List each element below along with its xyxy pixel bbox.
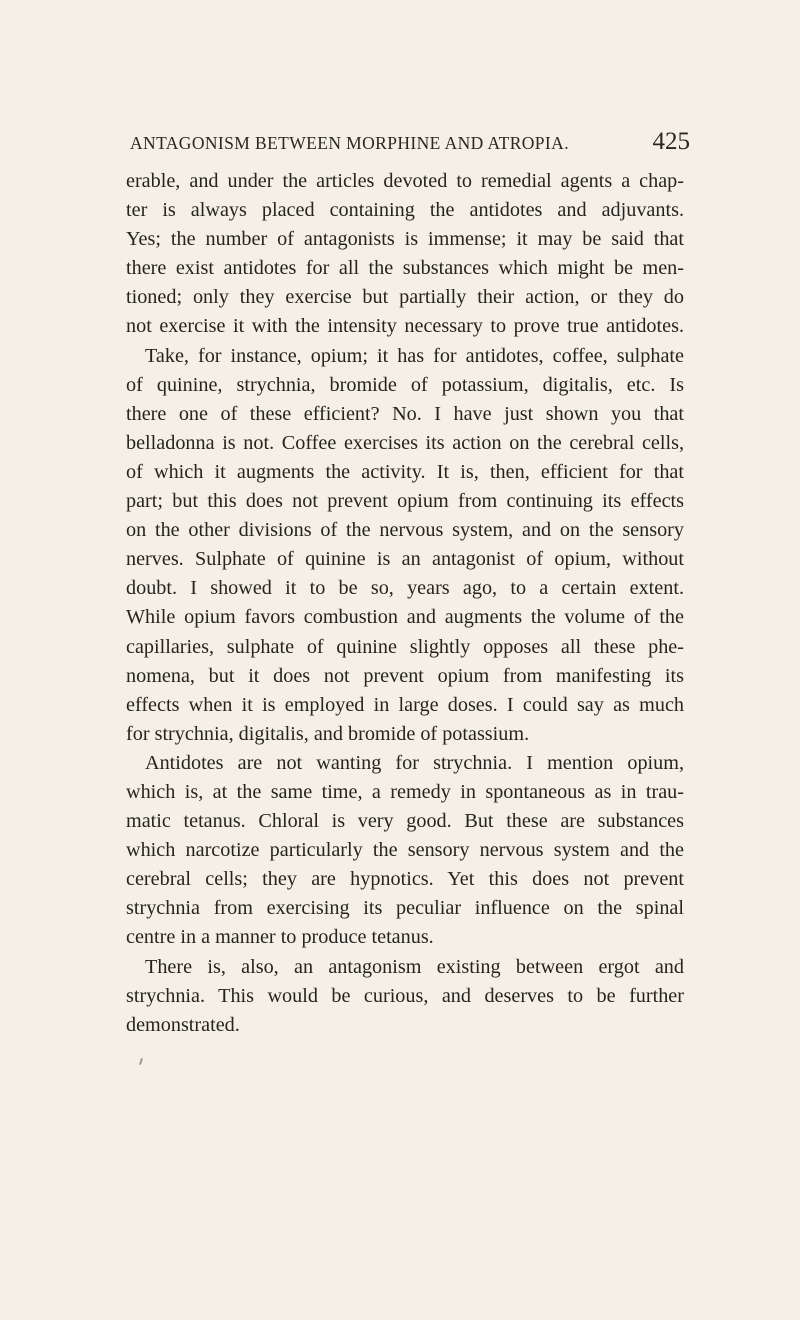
text-line: doubt. I showed it to be so, years ago, to a certain extent. — [126, 577, 684, 600]
text-line: erable, and under the articles devoted to remedial agents a chap- — [126, 170, 684, 192]
text-line: centre in a manner to produce tetanus. — [126, 926, 434, 949]
text-line: for strychnia, digitalis, and bromide of potassium. — [126, 722, 530, 745]
text-line: not exercise it with the intensity necessary to prove true antidotes. — [126, 315, 684, 338]
paper-speck — [139, 1058, 143, 1065]
text-line: While opium favors combustion and augments the volume of the — [126, 606, 684, 629]
text-line: on the other divisions of the nervous system, and on the sensory — [126, 519, 684, 542]
text-line: matic tetanus. Chloral is very good. But these are substances — [126, 810, 684, 833]
text-line: capillaries, sulphate of quinine slightly opposes all these phe- — [126, 635, 684, 658]
page-number: 425 — [652, 128, 690, 155]
running-header — [110, 128, 690, 161]
text-line: demonstrated. — [126, 1013, 240, 1036]
text-line: There is, also, an antagonism existing between ergot and — [145, 955, 684, 978]
text-line: there exist antidotes for all the substances which might be men- — [126, 257, 684, 280]
text-line: there one of these efficient? No. I have just shown you that — [126, 402, 684, 425]
text-line: Antidotes are not wanting for strychnia. I mention opium, — [145, 751, 684, 774]
text-line: nomena, but it does not prevent opium from manifesting its — [126, 664, 684, 687]
text-line: Take, for instance, opium; it has for antidotes, coffee, sulphate — [145, 344, 684, 367]
text-line: nerves. Sulphate of quinine is an antagonist of opium, without — [126, 548, 684, 571]
text-line: Yes; the number of antagonists is immense; it may be said that — [126, 228, 684, 251]
text-line: part; but this does not prevent opium from continuing its effects — [126, 490, 684, 513]
text-line: strychnia from exercising its peculiar influence on the spinal — [126, 897, 684, 920]
text-line: belladonna is not. Coffee exercises its action on the cerebral cells, — [126, 431, 684, 454]
text-line: of quinine, strychnia, bromide of potassium, digitalis, etc. Is — [126, 373, 684, 396]
text-line: cerebral cells; they are hypnotics. Yet this does not prevent — [126, 868, 684, 891]
text-line: effects when it is employed in large doses. I could say as much — [126, 693, 684, 716]
text-line: tioned; only they exercise but partially their action, or they do — [126, 286, 684, 309]
text-line: ter is always placed containing the antidotes and adjuvants. — [126, 199, 684, 222]
running-title: ANTAGONISM BETWEEN MORPHINE AND ATROPIA. — [130, 133, 569, 153]
text-line: which is, at the same time, a remedy in spontaneous as in trau- — [126, 780, 684, 803]
text-line: strychnia. This would be curious, and deserves to be further — [126, 984, 684, 1007]
text-line: which narcotize particularly the sensory nervous system and the — [126, 839, 684, 862]
body-text — [126, 167, 684, 1040]
text-line: of which it augments the activity. It is, then, efficient for that — [126, 460, 684, 483]
